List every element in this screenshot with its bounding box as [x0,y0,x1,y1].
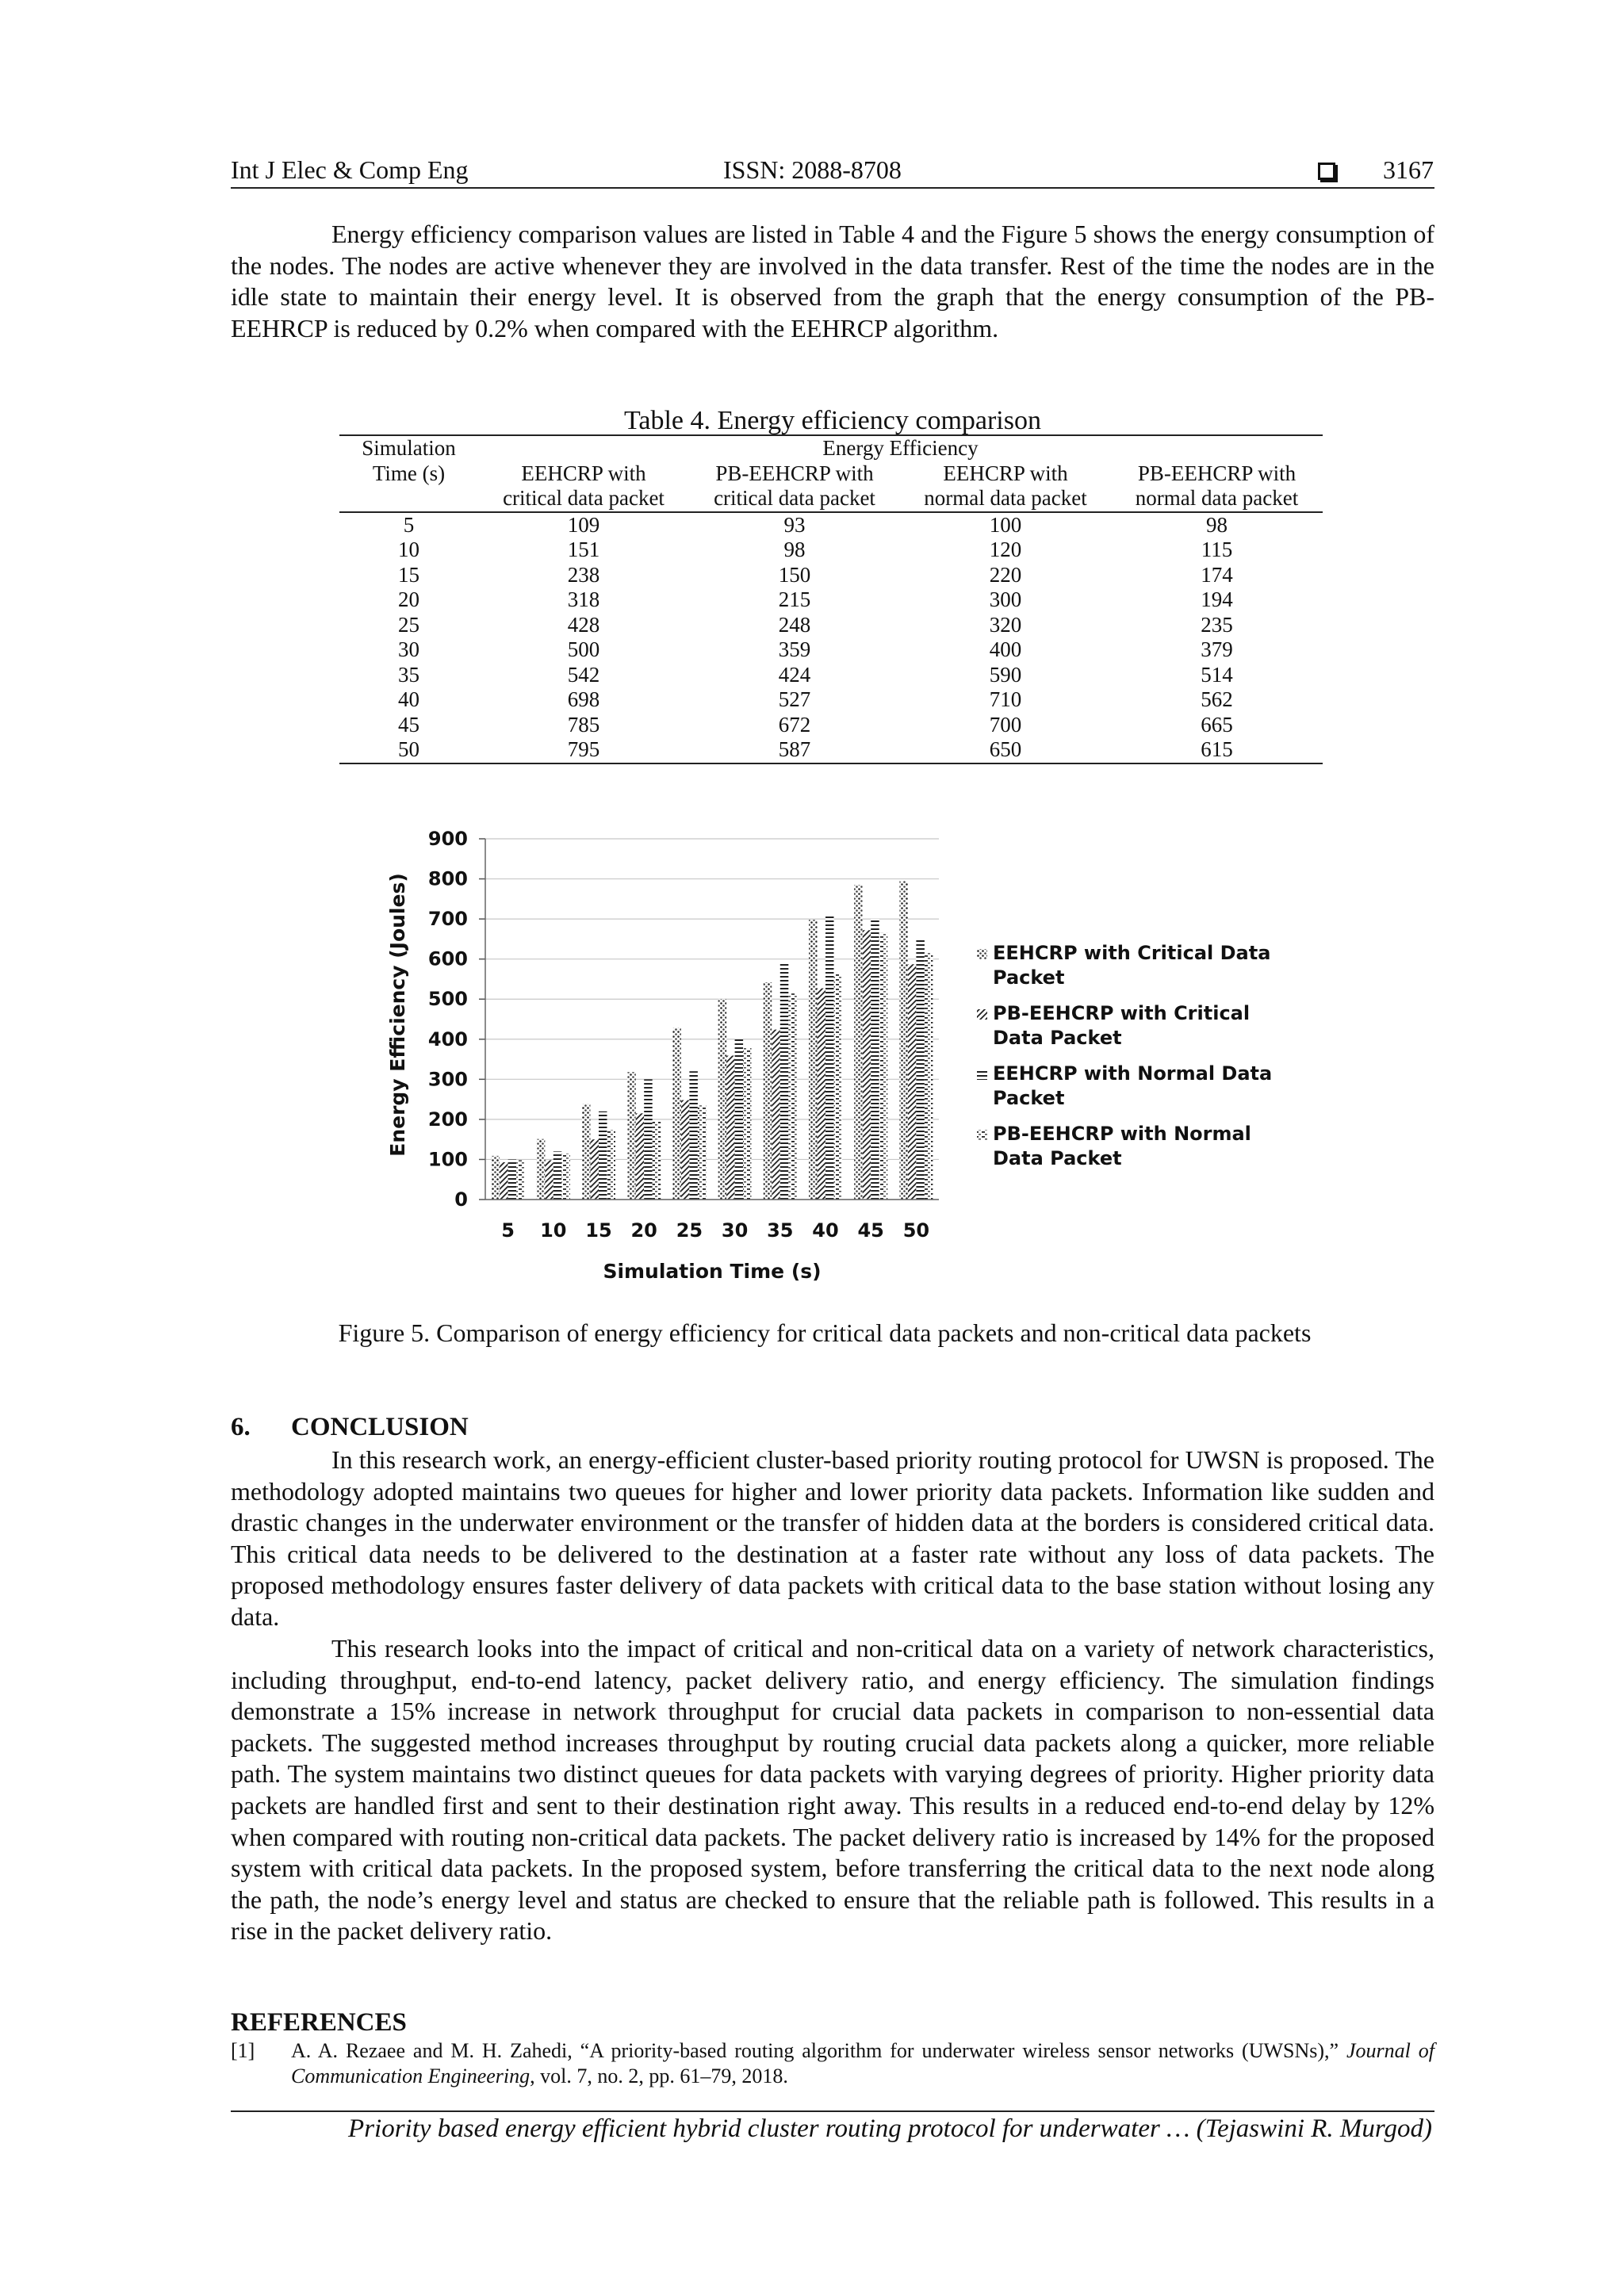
col-header-simulation: Simulation [339,435,478,461]
chart-bar [809,920,818,1200]
table-cell-value: 248 [778,612,811,637]
table-cell-value: 542 [567,662,600,687]
chart-legend-label: PB-EEHCRP with Normal [993,1123,1251,1145]
chart-bar [925,953,933,1200]
table-cell-time: 25 [398,612,419,637]
col-header-2-line2: critical data packet [689,486,900,512]
table-cell-time: 45 [398,712,419,737]
chart-bar [916,939,925,1200]
reference-details: , vol. 7, no. 2, pp. 61–79, 2018. [530,2064,788,2087]
col-header-4-line2: normal data packet [1111,486,1323,512]
table-cell-value: 98 [1206,512,1228,537]
table-row [339,737,1323,763]
table-cell-value: 700 [989,712,1022,737]
table-row [339,563,1323,588]
chart-legend-swatch [977,1070,987,1080]
table-cell-value: 151 [567,538,600,561]
table-cell-value: 514 [1201,662,1233,687]
table-cell-value: 359 [778,637,811,661]
reference-authors-title: A. A. Rezaee and M. H. Zahedi, “A priority-based routing algorithm for underwater wireless sensor networks (UWSNs),” [291,2039,1346,2062]
table-row [339,587,1323,613]
chart-x-axis-label: Simulation Time (s) [603,1260,822,1283]
chart-bar [591,1139,599,1200]
table-cell-value: 698 [567,687,600,711]
table-cell-time: 35 [398,662,419,687]
chart-x-tick-labels [501,1219,929,1242]
section-heading [231,1413,469,1442]
table-cell-value: 672 [778,712,811,737]
conclusion-paragraph-1: In this research work, an energy-efficient cluster-based priority routing protocol for UWSN is proposed. The methodology adopted maintains two queues for higher and lower priority data packets. Information like sudden and drastic changes in the underwater environment or the transfer of hidden data at the borders is considered critical data. This critical data needs to be delivered to the destination at a faster rate without any loss of data packets. The proposed methodology ensures faster delivery of data packets with critical data to the base station without losing any data. [231,1445,1434,1631]
references-heading: REFERENCES [231,2008,407,2037]
col-header-3-line1: EEHCRP with [943,461,1068,485]
chart-y-tick-label: 400 [427,1027,468,1050]
table-cell-value: 120 [989,538,1022,561]
chart-bar [743,1047,752,1200]
reference-item [231,2038,1434,2089]
chart-bar [582,1104,591,1200]
chart-bar [561,1154,570,1200]
issn: ISSN: 2088-8708 [723,155,902,184]
table-cell-time: 20 [398,587,419,611]
table-row [339,613,1323,638]
chart-x-tick-label: 15 [585,1219,612,1242]
chart-bar [899,881,908,1200]
chart-x-tick-label: 25 [676,1219,703,1242]
running-footer: Priority based energy efficient hybrid cluster routing protocol for underwater … (Tejaswini R. Murgod) [348,2114,1432,2143]
chart-legend-label: Packet [993,966,1065,989]
table-body [339,512,1323,763]
col-header-4-line1: PB-EEHCRP with [1137,461,1297,485]
reference-number: [1] [231,2039,255,2062]
table-row [339,637,1323,663]
table-cell-value: 174 [1201,562,1233,587]
chart-y-tick-label: 500 [427,988,468,1011]
chart-legend-label: Data Packet [993,1027,1122,1049]
table-cell-time: 40 [398,687,419,711]
table-cell-value: 665 [1201,712,1233,737]
energy-efficiency-table [339,434,1323,764]
table-caption: Table 4. Energy efficiency comparison [623,406,1041,435]
table-row [339,512,1323,538]
chart-bar [516,1160,525,1200]
chart-y-tick-label: 900 [427,828,468,850]
section-title: CONCLUSION [291,1413,469,1441]
table-cell-value: 194 [1201,587,1233,611]
chart-legend-swatch [977,949,987,959]
table-cell-value: 235 [1201,612,1233,637]
chart-bar [644,1079,653,1200]
table-cell-value: 587 [689,737,900,763]
chart-bar [545,1160,553,1200]
chart-x-tick-label: 35 [767,1219,794,1242]
table-cell-time: 30 [398,637,419,661]
chart-legend [977,942,1272,1169]
chart-bar [879,933,888,1200]
chart-bar [689,1071,698,1200]
chart-bar [500,1162,508,1200]
chart-y-tick-label: 700 [427,908,468,931]
table-cell-value: 527 [778,687,811,711]
chart-x-tick-label: 40 [812,1219,839,1242]
table-cell-value: 98 [783,538,806,561]
chart-bar [863,930,871,1200]
chart-x-tick-label: 30 [721,1219,749,1242]
chart-bar [537,1139,546,1200]
chart-y-tick-label: 800 [427,867,468,890]
chart-bar [780,963,789,1200]
chart-bar [871,919,879,1200]
table-cell-value: 795 [478,737,689,763]
col-header-time: Time (s) [372,461,446,485]
chart-bar [834,974,843,1200]
chart-bar [672,1028,681,1200]
chart-bar [854,885,863,1200]
table-cell-time: 50 [339,737,478,763]
chart-bar [764,982,772,1200]
table-cell-value: 215 [778,587,811,611]
chart-bar [698,1105,707,1200]
chart-bar [772,1030,780,1200]
chart-bar [825,915,834,1200]
chart-bar [908,964,917,1200]
square-box-icon [1318,163,1335,180]
chart-legend-label: EEHCRP with Normal Data [993,1062,1273,1085]
journal-name: Int J Elec & Comp Eng [231,155,469,184]
energy-efficiency-bar-chart [373,817,1324,1308]
chart-y-tick-label: 600 [427,947,468,970]
chart-bars [492,881,933,1200]
chart-bar [627,1072,636,1200]
table-header-row-3 [339,486,1323,512]
table-row [339,713,1323,738]
table-cell-value: 238 [567,562,600,587]
table-row [339,687,1323,713]
table-cell-value: 710 [989,687,1022,711]
page-number-block [1318,155,1434,185]
section-number: 6. [231,1413,251,1441]
chart-legend-swatch [977,1009,987,1020]
chart-x-tick-label: 10 [540,1219,567,1242]
chart-bar [508,1159,517,1200]
table-cell-value: 650 [900,737,1111,763]
chart-bar [636,1113,645,1200]
col-header-1-line1: EEHCRP with [521,461,646,485]
chart-bar [607,1130,616,1200]
header-rule [231,187,1434,189]
table-cell-value: 220 [989,562,1022,587]
table-cell-value: 109 [567,512,600,537]
page-number: 3167 [1383,155,1434,184]
chart-y-tick-label: 300 [427,1068,468,1091]
chart-y-tick-label: 100 [427,1148,468,1171]
table-cell-time: 5 [403,512,415,537]
chart-legend-swatch [977,1130,987,1140]
chart-y-tick-labels [428,828,468,1211]
table-cell-value: 400 [989,637,1022,661]
table-cell-time: 15 [398,562,419,587]
chart-bar [788,993,797,1200]
chart-bar [818,989,826,1200]
chart-legend-label: EEHCRP with Critical Data [993,942,1271,964]
table-cell-value: 115 [1201,538,1233,561]
reference-journal: Journal of Communication Engineering [291,2039,1435,2087]
col-header-2-line1: PB-EEHCRP with [715,461,874,485]
chart-x-tick-label: 50 [902,1219,930,1242]
chart-bar [718,999,727,1200]
figure-caption: Figure 5. Comparison of energy efficiency for critical data packets and non-critical data packets [338,1318,1312,1347]
chart-bar [599,1112,607,1200]
table-cell-time: 10 [398,538,419,561]
table-cell-value: 379 [1201,637,1233,661]
table-cell-value: 562 [1201,687,1233,711]
chart-y-tick-label: 200 [427,1108,468,1131]
chart-x-tick-label: 20 [630,1219,657,1242]
table-row [339,538,1323,563]
footer-rule [231,2110,1434,2112]
chart-y-axis-label: Energy Efficiency (Joules) [386,873,409,1157]
chart-x-tick-label: 45 [857,1219,884,1242]
chart-bar [553,1151,562,1200]
col-header-1-line2: critical data packet [478,486,689,512]
table-cell-value: 785 [567,712,600,737]
chart-bar [735,1039,744,1200]
table-cell-value: 615 [1111,737,1323,763]
chart-legend-label: PB-EEHCRP with Critical [993,1002,1251,1024]
table-cell-value: 93 [783,512,806,537]
table-header-row-1 [339,435,1323,461]
conclusion-paragraph-2: This research looks into the impact of critical and non-critical data on a variety of network characteristics, including throughput, end-to-end latency, packet delivery ratio, and energy efficiency. The simulation findings demonstrate a 15% increase in network throughput for crucial data packets in comparison to non-essential data packets. The suggested method increases throughput by routing crucial data packets along a quicker, more reliable path. The system maintains two distinct queues for data packets with varying degrees of priority. Higher priority data packets are handled first and sent to their destination right away. This results in a reduced end-to-end delay by 12% when compared with routing non-critical data packets. The packet delivery ratio is increased by 14% for the proposed system with critical data packets. In the proposed system, before transferring the critical data to the next node along the path, the node’s energy level and status are checked to ensure that the reliable path is followed. This results in a rise in the packet delivery ratio. [231,1634,1434,1946]
table-cell-value: 150 [778,562,811,587]
chart-y-tick-label: 0 [454,1188,468,1211]
table-row [339,663,1323,688]
chart-legend-label: Data Packet [993,1147,1122,1169]
reference-text [291,2038,1434,2089]
table-cell-value: 424 [778,662,811,687]
intro-paragraph: Energy efficiency comparison values are listed in Table 4 and the Figure 5 shows the energy consumption of the nodes. The nodes are active whenever they are involved in the data transfer. Rest of the time the nodes are in the idle state to maintain their energy level. It is observed from the graph that the energy consumption of the PB-EEHRCP is reduced by 0.2% when compared with the EEHRCP algorithm. [231,220,1434,342]
chart-bar [726,1056,735,1200]
col-header-3-line2: normal data packet [900,486,1111,512]
table-cell-value: 500 [567,637,600,661]
chart-bar [681,1100,690,1200]
table-cell-value: 300 [989,587,1022,611]
table-cell-value: 590 [989,662,1022,687]
table-cell-value: 318 [567,587,600,611]
chart-bar [653,1122,661,1200]
chart-x-tick-label: 5 [501,1219,515,1242]
group-header-energy-efficiency: Energy Efficiency [478,435,1323,461]
chart-legend-label: Packet [993,1087,1065,1109]
table-cell-value: 320 [989,612,1022,637]
table-cell-value: 428 [567,612,600,637]
chart-bar [492,1156,500,1200]
table-cell-value: 100 [989,512,1022,537]
table-header-row-2 [339,461,1323,487]
